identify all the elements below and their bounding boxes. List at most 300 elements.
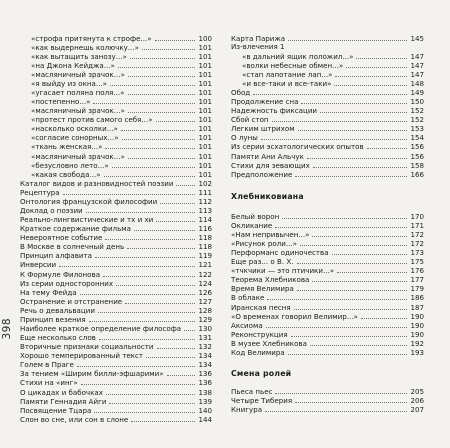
toc-entry	[20, 51, 212, 60]
toc-entry-title: «безусловно лето...»	[31, 160, 109, 170]
toc-entry-title: «как вытащить занозу...»	[31, 51, 127, 61]
dot-leader	[297, 284, 407, 292]
toc-entry-title: «масляничный зрачок...»	[31, 106, 125, 116]
toc-entry-title: Из серии эсхатологических опытов	[231, 142, 364, 152]
toc-entry-page: 172	[410, 229, 424, 239]
toc-entry-title: Реально-лингвистические и тх и хи	[20, 215, 154, 225]
toc-entry-page: 193	[410, 347, 424, 357]
toc-entry	[231, 42, 424, 51]
dot-leader	[128, 87, 195, 95]
toc-entry-title: Теорема Хлебникова	[231, 275, 310, 285]
toc-entry-title: Книгура	[231, 405, 263, 415]
toc-entry-page: 130	[198, 324, 212, 333]
toc-entry-title: Продолжение сна	[231, 97, 299, 107]
dot-leader	[295, 396, 407, 404]
toc-entry	[20, 69, 212, 78]
toc-entry	[20, 178, 212, 187]
toc-entry-title: В музее Хлебникова	[231, 338, 307, 348]
toc-entry	[20, 360, 212, 369]
dot-leader	[63, 187, 195, 195]
toc-entry-page: 129	[198, 314, 212, 324]
dot-leader	[282, 211, 407, 219]
toc-entry-title: Онтология французской философии	[20, 196, 158, 206]
toc-entry-title: «масляничный зрачок...»	[31, 151, 125, 161]
toc-entry	[20, 106, 212, 115]
dot-leader	[346, 60, 407, 68]
toc-entry-title: Белый ворон	[231, 211, 280, 221]
dot-leader	[121, 124, 195, 132]
toc-entry	[20, 205, 212, 214]
toc-entry	[20, 60, 212, 69]
dot-leader	[103, 269, 195, 277]
dot-leader	[93, 97, 195, 105]
toc-entry-title: Перформанс одиночества	[231, 248, 329, 258]
toc-entry-title: В облаке	[231, 293, 265, 303]
toc-entry-page: 101	[198, 97, 212, 107]
toc-entry-page: 170	[410, 211, 424, 221]
toc-entry-title: Слон во сне, или сон в слоне	[20, 414, 129, 424]
toc-entry	[20, 242, 212, 251]
toc-entry-page: 101	[198, 78, 212, 88]
dot-leader	[59, 260, 195, 268]
toc-entry-page: 124	[198, 278, 212, 288]
toc-entry-page: 150	[410, 97, 424, 107]
toc-right-column	[231, 33, 424, 414]
toc-entry-page: 152	[410, 106, 424, 116]
toc-entry-page: 171	[410, 220, 424, 230]
dot-leader	[105, 233, 195, 241]
toc-entry	[231, 51, 424, 60]
toc-entry	[20, 387, 212, 396]
toc-entry	[20, 351, 212, 360]
toc-entry	[231, 257, 424, 266]
toc-entry-page: 166	[410, 169, 424, 179]
toc-entry	[231, 142, 424, 151]
toc-entry	[20, 251, 212, 260]
toc-entry-title: «ткань женская...»	[31, 142, 103, 152]
page-number: 398	[1, 318, 13, 340]
toc-entry	[231, 338, 424, 347]
toc-entry-title: «Нам непривычен...»	[231, 229, 310, 239]
dot-leader	[157, 342, 195, 350]
toc-entry-page: 149	[410, 87, 424, 97]
toc-entry	[20, 233, 212, 242]
toc-entry	[231, 97, 424, 106]
toc-entry-title: «я выйду из окна...»	[31, 78, 107, 88]
toc-entry-title: «Рисунок роли...»	[231, 238, 297, 248]
toc-entry-title: «и все-таки и все-таки»	[242, 78, 332, 88]
dot-leader	[81, 378, 195, 386]
dot-leader	[332, 248, 407, 256]
toc-entry	[20, 369, 212, 378]
dot-leader	[167, 369, 195, 377]
toc-entry	[231, 293, 424, 302]
dot-leader	[272, 115, 407, 123]
toc-entry-page: 176	[410, 266, 424, 276]
toc-entry-title: «О временах говорил Велимир...»	[231, 311, 358, 321]
toc-entry-title: На тему Фейда	[20, 287, 77, 297]
toc-entry	[231, 266, 424, 275]
toc-entry	[231, 229, 424, 238]
toc-entry	[20, 278, 212, 287]
toc-entry	[20, 42, 212, 51]
dot-leader	[122, 133, 195, 141]
toc-entry-title: «насколько осколки...»	[31, 124, 118, 134]
toc-entry	[20, 314, 212, 323]
dot-leader	[86, 205, 195, 213]
toc-entry-title: Окликание	[231, 220, 273, 230]
toc-entry-title: Стихи на «инг»	[20, 378, 78, 388]
toc-entry	[20, 160, 212, 169]
toc-entry	[20, 396, 212, 405]
toc-entry-title: Легким штрихом	[231, 124, 295, 134]
dot-leader	[361, 311, 407, 319]
toc-entry-page: 186	[410, 293, 424, 303]
toc-entry	[231, 284, 424, 293]
toc-entry	[231, 87, 424, 96]
dot-leader	[312, 229, 407, 237]
toc-entry-page: 152	[410, 115, 424, 125]
toc-entry-page: 192	[410, 338, 424, 348]
toc-entry-page: 127	[198, 296, 212, 306]
dot-leader	[156, 215, 195, 223]
toc-entry	[231, 347, 424, 356]
toc-entry-title: Речь о девальвации	[20, 305, 95, 315]
toc-entry-page: 122	[198, 269, 212, 279]
toc-entry-page: 156	[410, 142, 424, 152]
toc-entry	[231, 106, 424, 115]
dot-leader	[104, 169, 195, 177]
toc-entry-title: Вторичные признаки социальности	[20, 342, 154, 352]
toc-right-top-entries	[231, 33, 424, 178]
toc-entry-page: 179	[410, 284, 424, 294]
toc-entry-title: В Москве в солнечный день	[20, 242, 125, 252]
toc-entry-page: 132	[198, 342, 212, 352]
toc-entry-title: Из серии односторонних	[20, 278, 114, 288]
toc-entry	[20, 142, 212, 151]
toc-entry-title: «угасает поляна поля...»	[31, 87, 125, 97]
toc-entry	[231, 302, 424, 311]
dot-leader	[131, 414, 195, 422]
dot-leader	[160, 196, 195, 204]
toc-entry-page: 207	[410, 405, 424, 415]
toc-entry-title: Из-влечения 1	[231, 42, 285, 52]
toc-entry-page: 154	[410, 133, 424, 143]
toc-entry-title: О цикадах и бабочках	[20, 387, 103, 397]
toc-entry	[231, 69, 424, 78]
toc-entry-page: 119	[198, 251, 212, 261]
dot-leader	[294, 302, 407, 310]
dot-leader	[112, 160, 195, 168]
toc-entry-page: 111	[198, 187, 212, 197]
toc-entry	[231, 320, 424, 329]
toc-entry	[231, 60, 424, 69]
toc-entry-page: 128	[198, 305, 212, 315]
toc-entry	[20, 333, 212, 342]
dot-leader	[337, 266, 407, 274]
toc-entry-title: Невероятное событие	[20, 233, 103, 243]
dot-leader	[301, 97, 407, 105]
section-title-smena-roley: Смена ролей	[231, 368, 292, 378]
toc-entry	[20, 151, 212, 160]
toc-entry	[231, 405, 424, 414]
dot-leader	[95, 251, 195, 259]
dot-leader	[128, 69, 195, 77]
dot-leader	[267, 293, 407, 301]
toc-entry-title: Пьеса пьес	[231, 387, 273, 396]
toc-entry	[231, 160, 424, 169]
dot-leader	[265, 405, 407, 413]
dot-leader	[334, 78, 407, 86]
toc-entry	[20, 342, 212, 351]
dot-leader	[128, 151, 195, 159]
dot-leader	[105, 142, 195, 150]
toc-entry-title: Краткое содержание фильма	[20, 224, 131, 234]
toc-entry-title: «волки небесные обмен...»	[242, 60, 344, 70]
dot-leader	[291, 329, 407, 337]
toc-entry-title: Принцип везения	[20, 314, 86, 324]
toc-entry-page: 101	[198, 124, 212, 134]
dot-leader	[312, 275, 407, 283]
toc-entry-page: 139	[198, 396, 212, 406]
toc-entry	[20, 324, 212, 333]
toc-entry-page: 118	[198, 242, 212, 252]
toc-entry	[20, 215, 212, 224]
toc-entry-page: 101	[198, 160, 212, 170]
dot-leader	[98, 305, 195, 313]
toc-entry-title: Инверсии	[20, 260, 57, 270]
dot-leader	[146, 351, 195, 359]
dot-leader	[298, 124, 407, 132]
toc-entry-title: Код Велимира	[231, 347, 285, 357]
toc-entry-page: 140	[198, 405, 212, 415]
toc-entry-title: Еще раз... о В. Х.	[231, 257, 294, 267]
dot-leader	[295, 169, 407, 177]
toc-entry	[231, 151, 424, 160]
dot-leader	[80, 287, 195, 295]
dot-leader	[275, 387, 407, 395]
toc-entry	[20, 33, 212, 42]
toc-entry-page: 147	[410, 60, 424, 70]
toc-entry	[231, 311, 424, 320]
toc-entry-title: О луны	[231, 133, 258, 143]
dot-leader	[184, 324, 195, 332]
toc-entry-title: Голем в Праге	[20, 360, 74, 370]
toc-entry-page: 134	[198, 351, 212, 361]
toc-entry-title: Иранская песня	[231, 302, 291, 312]
toc-entry-page: 177	[410, 275, 424, 285]
toc-entry-page: 156	[410, 151, 424, 161]
toc-entry-page: 148	[410, 78, 424, 88]
dot-leader	[156, 115, 195, 123]
toc-entry-title: Наиболее краткое определение философа	[20, 324, 182, 333]
toc-entry-title: «постепенно...»	[31, 97, 91, 107]
toc-entry-page: 131	[198, 333, 212, 343]
toc-entry	[231, 329, 424, 338]
toc-entry-page: 138	[198, 387, 212, 397]
dot-leader	[297, 257, 407, 265]
dot-leader	[176, 178, 195, 186]
toc-entry-page: 101	[198, 87, 212, 97]
toc-entry-page: 113	[198, 205, 212, 215]
toc-entry-page: 145	[410, 33, 424, 43]
toc-entry-page: 101	[198, 69, 212, 79]
toc-entry-page: 136	[198, 369, 212, 379]
dot-leader	[310, 338, 407, 346]
toc-entry-title: Посвящение Тцара	[20, 405, 92, 415]
toc-entry-page: 101	[198, 51, 212, 61]
toc-entry-page: 136	[198, 378, 212, 388]
toc-entry	[20, 224, 212, 233]
section-entries-smena-roley	[231, 387, 424, 414]
toc-entry-title: Стихи для зевающих	[231, 160, 310, 170]
dot-leader	[130, 51, 195, 59]
toc-entry-page: 147	[410, 51, 424, 61]
toc-entry-title: «согласие сонорных...»	[31, 133, 119, 143]
toc-entry-title: За тением «Ширим билли-эфшарими»	[20, 369, 164, 379]
toc-entry-title: Хорошо темперированный текст	[20, 351, 144, 361]
toc-entry	[231, 396, 424, 405]
toc-entry	[231, 169, 424, 178]
toc-entry-title: Доклад о поэзии	[20, 205, 83, 215]
toc-entry-page: 101	[198, 133, 212, 143]
toc-entry	[231, 275, 424, 284]
dot-leader	[356, 51, 407, 59]
toc-entry	[20, 296, 212, 305]
dot-leader	[313, 160, 407, 168]
toc-entry-title: Обод	[231, 87, 251, 97]
dot-leader	[261, 133, 407, 141]
toc-entry-page: 190	[410, 320, 424, 330]
toc-entry-title: Еще несколько слов	[20, 333, 96, 343]
toc-entry	[20, 260, 212, 269]
toc-entry-page: 175	[410, 257, 424, 267]
toc-entry	[20, 78, 212, 87]
dot-leader	[94, 405, 195, 413]
toc-entry	[20, 115, 212, 124]
toc-entry-page: 102	[198, 178, 212, 188]
dot-leader	[99, 333, 195, 341]
toc-entry-page: 153	[410, 124, 424, 134]
dot-leader	[155, 33, 195, 41]
toc-entry-page: 144	[198, 414, 212, 424]
toc-entry	[231, 220, 424, 229]
toc-entry-page: 118	[198, 233, 212, 243]
toc-entry-page: 190	[410, 329, 424, 339]
toc-entry-title: Сбой стоп	[231, 115, 269, 125]
dot-leader	[288, 347, 407, 355]
toc-entry-title: «в дальний ящик положил...»	[242, 51, 354, 61]
dot-leader	[109, 396, 195, 404]
toc-entry-title: Карта Парижа	[231, 33, 286, 43]
toc-entry-title: Остранение и отстранение	[20, 296, 123, 306]
toc-entry-title: «тчкчики — это птичики...»	[231, 266, 335, 276]
toc-entry-page: 172	[410, 238, 424, 248]
toc-entry-title: Надежность фиксации	[231, 106, 318, 116]
toc-entry	[231, 238, 424, 247]
dot-leader	[128, 106, 195, 114]
toc-entry	[231, 33, 424, 42]
toc-entry	[20, 87, 212, 96]
toc-entry-title: «строфа притянута к строфе...»	[31, 33, 152, 43]
toc-entry-page: 101	[198, 115, 212, 125]
toc-entry	[231, 78, 424, 87]
toc-entry-title: «стап лапотание лап...»	[242, 69, 333, 79]
toc-entry-title: Рецептура	[20, 187, 60, 197]
dot-leader	[134, 224, 195, 232]
toc-entry	[20, 196, 212, 205]
toc-entry	[20, 414, 212, 423]
toc-entry	[20, 305, 212, 314]
section-title-khlebnikoviana: Хлебниковиана	[231, 192, 304, 202]
dot-leader	[320, 106, 407, 114]
toc-entry-title: Памяти Геннадия Айги	[20, 396, 107, 406]
dot-leader	[110, 78, 195, 86]
dot-leader	[253, 87, 407, 95]
toc-entry-page: 121	[198, 260, 212, 270]
toc-entry	[20, 97, 212, 106]
toc-entry-title: Памяти Ани Альчук	[231, 151, 304, 161]
toc-entry	[20, 378, 212, 387]
toc-entry-page: 158	[410, 160, 424, 170]
toc-entry-page: 190	[410, 311, 424, 321]
dot-leader	[307, 151, 407, 159]
toc-entry-title: Предположение	[231, 169, 293, 179]
toc-entry	[20, 187, 212, 196]
toc-entry-page: 101	[198, 42, 212, 52]
toc-entry-title: «на Джона Кейджа...»	[31, 60, 115, 70]
toc-entry-title: Реконструкция	[231, 329, 288, 339]
toc-entry-page: 187	[410, 302, 424, 312]
dot-leader	[288, 33, 407, 41]
toc-entry	[20, 269, 212, 278]
toc-entry-page: 100	[198, 33, 212, 43]
toc-entry-title: Время Велимира	[231, 284, 294, 294]
toc-entry-title: «масляничный зрачок...»	[31, 69, 125, 79]
dot-leader	[127, 242, 195, 250]
toc-entry-title: Принцип алфавита	[20, 251, 92, 261]
toc-entry-page: 101	[198, 60, 212, 70]
dot-leader	[116, 278, 195, 286]
dot-leader	[367, 142, 407, 150]
toc-entry-title: «какая свобода...»	[31, 169, 101, 179]
toc-entry-page: 101	[198, 142, 212, 152]
toc-entry-title: «как выдернешь колючку...»	[31, 42, 139, 52]
toc-entry	[231, 387, 424, 396]
dot-leader	[335, 69, 407, 77]
toc-entry	[20, 405, 212, 414]
toc-entry-title: Каталог видов и разновидностей поэзии	[20, 178, 174, 188]
toc-entry-page: 206	[410, 396, 424, 406]
toc-entry	[20, 169, 212, 178]
toc-entry-page: 101	[198, 106, 212, 116]
toc-entry	[231, 124, 424, 133]
toc-entry-page: 112	[198, 196, 212, 206]
toc-entry-page: 101	[198, 151, 212, 161]
dot-leader	[142, 42, 195, 50]
toc-entry-title: Аксиома	[231, 320, 263, 330]
toc-entry	[20, 124, 212, 133]
dot-leader	[118, 60, 195, 68]
toc-entry-page: 116	[198, 224, 212, 234]
dot-leader	[106, 387, 195, 395]
toc-entry-title: «протест против самого себя...»	[31, 115, 153, 125]
toc-entry-title: Четыре Тиберия	[231, 396, 293, 406]
toc-entry-page: 147	[410, 69, 424, 79]
toc-entry	[20, 133, 212, 142]
dot-leader	[266, 320, 407, 328]
toc-entry-page: 101	[198, 169, 212, 179]
